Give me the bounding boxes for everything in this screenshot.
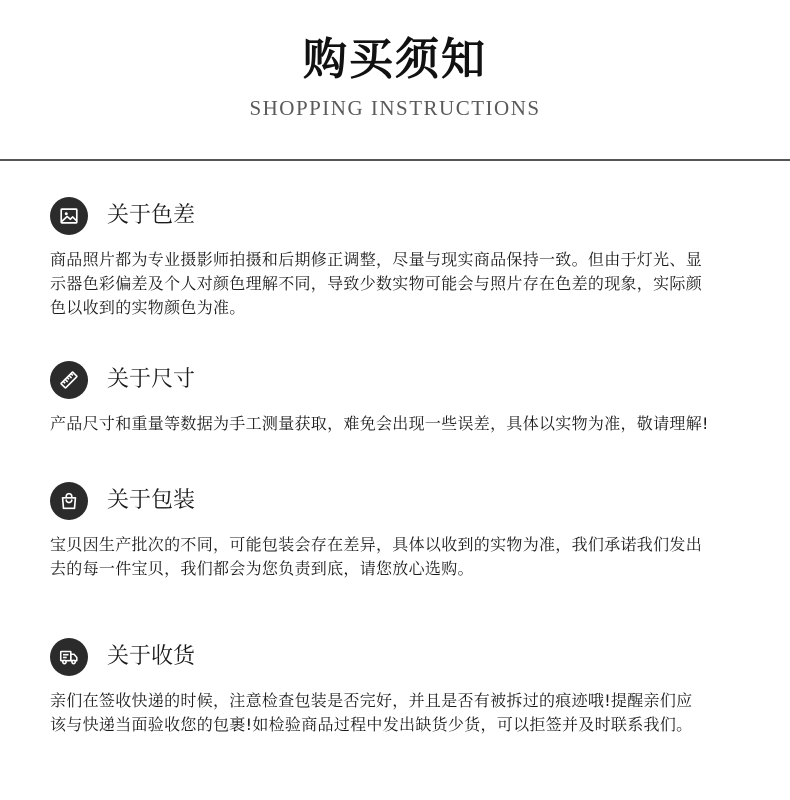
section-heading: 关于色差 [107,203,196,228]
section-header [50,361,770,399]
section-text: 亲们在签收快递的时候，注意检查包装是否完好，并且是否有被拆过的痕迹哦!提醒亲们应 该与快递当面验收您的包裹!如检验商品过程中发出缺货少货，可以拒签并及时联系我们。 [50,691,693,734]
shopping-bag-icon [50,482,88,520]
ruler-icon [50,361,88,399]
header-divider [0,159,790,161]
page-subtitle: SHOPPING INSTRUCTIONS [249,96,541,120]
page-title: 购买须知 [303,34,487,85]
section-size [50,361,770,436]
section-receiving [50,638,770,737]
section-heading: 关于包装 [107,488,196,513]
section-heading: 关于尺寸 [107,367,196,392]
image-icon [50,197,88,235]
section-text: 宝贝因生产批次的不同，可能包装会存在差异，具体以收到的实物为准，我们承诺我们发出 去的每一件宝贝，我们都会为您负责到底，请您放心选购。 [50,535,703,578]
section-packaging [50,482,770,581]
section-text: 产品尺寸和重量等数据为手工测量获取，难免会出现一些误差，具体以实物为准，敬请理解! [50,414,709,433]
delivery-truck-icon [50,638,88,676]
section-header [50,638,770,676]
section-header [50,197,770,235]
section-text: 商品照片都为专业摄影师拍摄和后期修正调整，尽量与现实商品保持一致。但由于灯光、显 示器色彩偏差及个人对颜色理解不同，导致少数实物可能会与照片存在色差的现象，实际颜 色以收到的实物颜色为准。 [50,250,703,317]
section-heading: 关于收货 [107,644,196,669]
section-header [50,482,770,520]
section-color-difference [50,197,770,320]
